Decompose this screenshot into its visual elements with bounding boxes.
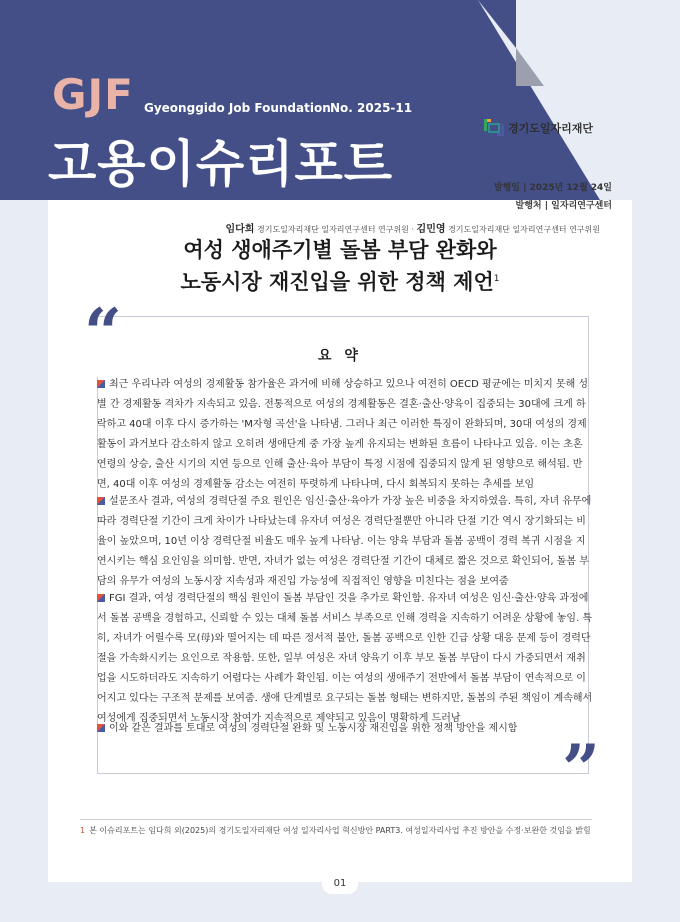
brand-acronym: GJF <box>52 70 134 119</box>
foundation-logo-icon <box>484 119 504 137</box>
report-series-title: 고용이슈리포트 <box>48 135 394 193</box>
author-line <box>225 220 600 235</box>
square-bullet-icon <box>97 724 105 732</box>
summary-item-text: FGI 결과, 여성 경력단절의 핵심 원인이 돌봄 부담인 것을 추가로 확인함. 유자녀 여성은 임신·출산·양육 과정에서 돌봄 공백을 경험하고, 신뢰할 수 있는 대체 돌봄 서비스 부족으로 인해 경력을 지속하기 어려운 상황에 놓임. 특히, 자녀가 어릴수록 모(母)와 떨어지는 데 따른 정서적 불안, 돌봄 공백으로 인한 긴급 상황 대응 문제 등이 경력단절을 가속화시키는 요인으로 작용함. 또한, 일부 여성은 자녀 양육기 이후 부모 돌봄 부담이 다시 가중되면서 재취업을 시도하더라도 지속하기 어렵다는 사례가 확인됨. 이는 여성의 생애주기 전반에서 돌봄 부담이 연속적으로 이어지고 있다는 구조적 문제를 보여줌. 생애 단계별로 요구되는 돌봄 형태는 변하지만, 돌봄의 주된 책임이 계속해서 여성에게 집중되면서 노동시장 참여가 지속적으로 제약되고 있음이 명확하게 드러남 <box>97 593 593 724</box>
square-bullet-icon <box>97 380 105 388</box>
close-quote-icon: ” <box>562 730 600 808</box>
square-bullet-icon <box>97 594 105 602</box>
footnote-text: 본 이슈리포트는 임다희 외(2025)의 경기도일자리재단 여성 일자리사업 혁신방안 PART3. 여성일자리사업 추진 방안을 수정·보완한 것임을 밝힘 <box>89 826 591 835</box>
square-bullet-icon <box>97 497 105 505</box>
report-title-line1: 여성 생애주기별 돌봄 부담 완화와 <box>183 238 497 262</box>
author-separator: · <box>411 225 414 234</box>
publisher: 발행처 | 일자리연구센터 <box>515 201 612 211</box>
footnote-divider <box>80 819 592 820</box>
author-name: 김민영 <box>416 224 446 235</box>
author-affiliation: 경기도일자리재단 일자리연구센터 연구위원 <box>256 225 409 234</box>
summary-item <box>97 719 593 739</box>
foundation-name: Gyeonggido Job Foundation <box>144 101 331 115</box>
page-number: 01 <box>322 874 358 894</box>
open-quote-icon: “ <box>84 294 122 372</box>
title-footnote-mark: 1 <box>493 274 500 284</box>
summary-item <box>97 375 593 495</box>
report-title-line2-text: 노동시장 재진입을 위한 정책 제언 <box>180 270 494 294</box>
summary-item-text: 이와 같은 결과를 토대로 여성의 경력단절 완화 및 노동시장 재진입을 위한 정책 방안을 제시함 <box>109 723 518 734</box>
issue-number: No. 2025-11 <box>330 101 413 115</box>
summary-item <box>97 589 593 729</box>
footnote-mark: 1 <box>80 826 86 835</box>
logo-text: 경기도일자리재단 <box>508 122 594 135</box>
foundation-logo <box>484 119 593 137</box>
publication-date: 발행일 | 2025년 12월 24일 <box>493 183 612 193</box>
footnote <box>80 825 591 836</box>
author-name: 임다희 <box>225 224 255 235</box>
summary-item-text: 설문조사 결과, 여성의 경력단절 주요 원인은 임신·출산·육아가 가장 높은 비중을 차지하였음. 특히, 자녀 유무에 따라 경력단절 기간이 크게 차이가 나타났는데 유자녀 여성은 경력단절뿐만 아니라 단절 기간 역시 장기화되는 비율이 높았으며, 10년 이상 경력단절 비율도 매우 높게 나타남. 이는 양육 부담과 돌봄 공백이 경력 복귀 시점을 지연시키는 핵심 요인임을 의미함. 반면, 자녀가 없는 여성은 경력단절 기간이 대체로 짧은 것으로 확인되어, 돌봄 부담의 유무가 여성의 노동시장 지속성과 재진입 가능성에 직접적인 영향을 미친다는 점을 보여줌 <box>97 496 592 587</box>
summary-item <box>97 492 593 592</box>
report-title-line2 <box>48 266 632 296</box>
summary-item-text: 최근 우리나라 여성의 경제활동 참가율은 과거에 비해 상승하고 있으나 여전히 OECD 평균에는 미치지 못해 성별 간 경제활동 격차가 지속되고 있음. 전통적으로 여성의 경제활동은 결혼·출산·양육이 집중되는 30대에 크게 하락하고 40대 이후 다시 증가하는 'M자형 곡선'을 나타냄. 그러나 최근 이러한 특징이 완화되며, 30대 여성의 경제활동이 과거보다 감소하지 않고 오히려 생애단계 중 가장 높게 유지되는 변화된 흐름이 나타나고 있음. 이는 초혼 연령의 상승, 출산 시기의 지연 등으로 인해 출산·육아 부담이 특정 시점에 집중되지 않게 된 영향으로 해석됨. 반면, 40대 이후 여성의 경제활동 감소는 여전히 뚜렷하게 나타나며, 다시 회복되지 못하는 추세를 보임 <box>97 379 589 490</box>
summary-heading: 요 약 <box>318 348 362 364</box>
author-affiliation: 경기도일자리재단 일자리연구센터 연구위원 <box>448 225 600 234</box>
